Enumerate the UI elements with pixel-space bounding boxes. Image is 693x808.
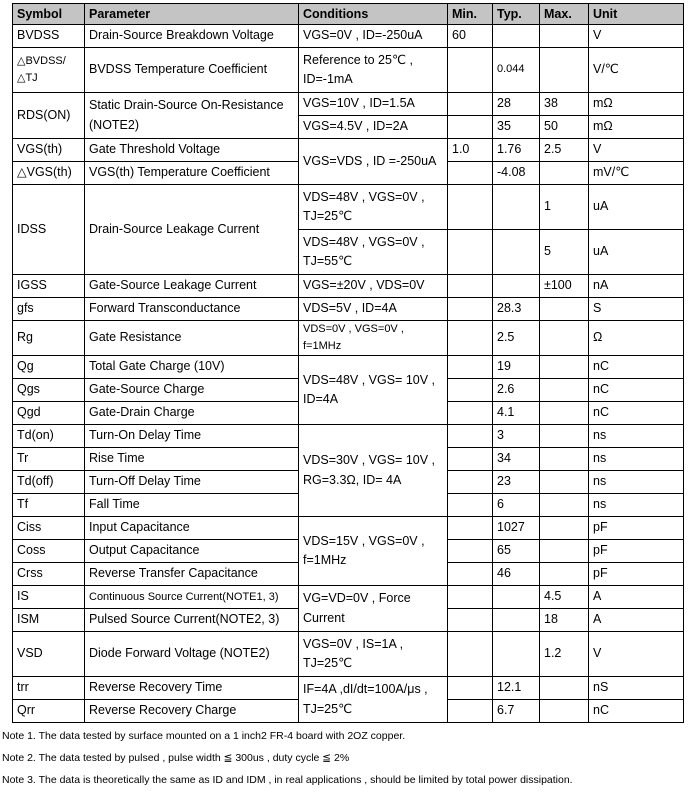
cell-min: 60 <box>448 25 493 48</box>
cell-parameter: Gate-Source Leakage Current <box>85 275 299 298</box>
cell-typ: 19 <box>493 356 540 379</box>
table-row <box>13 139 684 162</box>
cell-symbol: VGS(th) <box>13 139 85 162</box>
cell-symbol: IDSS <box>13 185 85 275</box>
cell-min <box>448 677 493 700</box>
cell-typ: 46 <box>493 563 540 586</box>
cell-symbol: Qgs <box>13 379 85 402</box>
cell-typ: 23 <box>493 471 540 494</box>
cell-min <box>448 700 493 723</box>
cell-parameter: Static Drain-Source On-Resistance (NOTE2) <box>85 93 299 139</box>
cell-max: 2.5 <box>540 139 589 162</box>
cell-parameter: Drain-Source Leakage Current <box>85 185 299 275</box>
cell-symbol: Ciss <box>13 517 85 540</box>
cell-conditions: VGS=VDS , ID =-250uA <box>299 139 448 185</box>
table-row <box>13 275 684 298</box>
cell-min <box>448 494 493 517</box>
cell-min <box>448 321 493 356</box>
note-3: Note 3. The data is theoretically the same as ID and IDM , in real applications , should be limited by total power dissipation. <box>2 774 573 786</box>
cell-conditions: VGS=10V , ID=1.5A <box>299 93 448 116</box>
cell-unit: ns <box>589 448 684 471</box>
cell-typ <box>493 275 540 298</box>
cell-conditions: VGS=4.5V , ID=2A <box>299 116 448 139</box>
cell-typ <box>493 632 540 677</box>
cell-parameter: Reverse Recovery Time <box>85 677 299 700</box>
cell-typ: 28 <box>493 93 540 116</box>
cell-conditions: VDS=15V , VGS=0V , f=1MHz <box>299 517 448 586</box>
cell-max <box>540 677 589 700</box>
table-row <box>13 321 684 356</box>
cell-parameter: BVDSS Temperature Coefficient <box>85 48 299 93</box>
cell-symbol: Tr <box>13 448 85 471</box>
cell-symbol: BVDSS <box>13 25 85 48</box>
cell-max: ±100 <box>540 275 589 298</box>
cell-symbol: Tf <box>13 494 85 517</box>
cell-symbol: VSD <box>13 632 85 677</box>
cell-parameter: Pulsed Source Current(NOTE2, 3) <box>85 609 299 632</box>
cell-typ: 6 <box>493 494 540 517</box>
table-row <box>13 298 684 321</box>
cell-max <box>540 448 589 471</box>
cell-typ <box>493 609 540 632</box>
cell-symbol: trr <box>13 677 85 700</box>
cell-parameter: Forward Transconductance <box>85 298 299 321</box>
cell-parameter: Output Capacitance <box>85 540 299 563</box>
cell-unit: pF <box>589 540 684 563</box>
cell-parameter: Gate Resistance <box>85 321 299 356</box>
cell-typ: 1027 <box>493 517 540 540</box>
cell-min <box>448 632 493 677</box>
cell-min <box>448 48 493 93</box>
table-row <box>13 586 684 609</box>
cell-parameter: Input Capacitance <box>85 517 299 540</box>
cell-typ <box>493 25 540 48</box>
cell-min <box>448 425 493 448</box>
cell-max <box>540 540 589 563</box>
cell-unit: nC <box>589 700 684 723</box>
cell-max <box>540 25 589 48</box>
cell-min <box>448 230 493 275</box>
cell-conditions: VGS=0V , ID=-250uA <box>299 25 448 48</box>
cell-symbol: RDS(ON) <box>13 93 85 139</box>
cell-parameter: Continuous Source Current(NOTE1, 3) <box>85 586 299 609</box>
cell-min <box>448 185 493 230</box>
header-conditions: Conditions <box>299 4 448 25</box>
cell-min <box>448 517 493 540</box>
cell-max <box>540 48 589 93</box>
cell-unit: pF <box>589 517 684 540</box>
cell-max <box>540 700 589 723</box>
cell-max <box>540 298 589 321</box>
cell-parameter: Gate-Drain Charge <box>85 402 299 425</box>
cell-min <box>448 448 493 471</box>
cell-unit: uA <box>589 185 684 230</box>
cell-max <box>540 379 589 402</box>
cell-min <box>448 162 493 185</box>
header-symbol: Symbol <box>13 4 85 25</box>
cell-typ: 4.1 <box>493 402 540 425</box>
cell-max: 18 <box>540 609 589 632</box>
cell-unit: ns <box>589 425 684 448</box>
cell-min <box>448 356 493 379</box>
cell-typ: 2.6 <box>493 379 540 402</box>
cell-unit: ns <box>589 471 684 494</box>
cell-max: 50 <box>540 116 589 139</box>
cell-symbol: Rg <box>13 321 85 356</box>
cell-unit: ns <box>589 494 684 517</box>
cell-symbol: △VGS(th) <box>13 162 85 185</box>
cell-max <box>540 517 589 540</box>
cell-unit: V <box>589 632 684 677</box>
cell-unit: V/℃ <box>589 48 684 93</box>
cell-max <box>540 162 589 185</box>
cell-unit: mΩ <box>589 93 684 116</box>
cell-symbol: Td(off) <box>13 471 85 494</box>
cell-unit: V <box>589 25 684 48</box>
cell-typ: 28.3 <box>493 298 540 321</box>
cell-symbol: IS <box>13 586 85 609</box>
cell-max: 1.2 <box>540 632 589 677</box>
cell-typ: 34 <box>493 448 540 471</box>
cell-conditions: VDS=0V , VGS=0V , f=1MHz <box>299 321 448 356</box>
cell-unit: nA <box>589 275 684 298</box>
cell-typ: 35 <box>493 116 540 139</box>
cell-conditions: Reference to 25℃ , ID=-1mA <box>299 48 448 93</box>
cell-parameter: Total Gate Charge (10V) <box>85 356 299 379</box>
cell-unit: mΩ <box>589 116 684 139</box>
table-row <box>13 425 684 448</box>
cell-typ <box>493 185 540 230</box>
cell-conditions: VDS=48V , VGS=0V , TJ=55℃ <box>299 230 448 275</box>
cell-symbol: △BVDSS/△TJ <box>13 48 85 93</box>
header-parameter: Parameter <box>85 4 299 25</box>
table-row <box>13 93 684 116</box>
table-row <box>13 356 684 379</box>
cell-parameter: VGS(th) Temperature Coefficient <box>85 162 299 185</box>
cell-symbol: IGSS <box>13 275 85 298</box>
cell-parameter: Fall Time <box>85 494 299 517</box>
cell-unit: V <box>589 139 684 162</box>
table-row <box>13 517 684 540</box>
cell-min <box>448 586 493 609</box>
table-row <box>13 632 684 677</box>
cell-typ: 12.1 <box>493 677 540 700</box>
cell-max: 38 <box>540 93 589 116</box>
cell-symbol: gfs <box>13 298 85 321</box>
cell-min <box>448 116 493 139</box>
cell-unit: A <box>589 586 684 609</box>
note-1: Note 1. The data tested by surface mounted on a 1 inch2 FR-4 board with 2OZ copper. <box>2 730 406 742</box>
cell-parameter: Reverse Transfer Capacitance <box>85 563 299 586</box>
note-2: Note 2. The data tested by pulsed , pulse width ≦ 300us , duty cycle ≦ 2% <box>2 752 350 764</box>
cell-unit: nC <box>589 356 684 379</box>
notes-section <box>0 725 693 791</box>
table-row <box>13 677 684 700</box>
cell-symbol: ISM <box>13 609 85 632</box>
cell-symbol: Qg <box>13 356 85 379</box>
electrical-characteristics-table <box>12 3 684 723</box>
cell-typ <box>493 230 540 275</box>
cell-symbol: Td(on) <box>13 425 85 448</box>
cell-typ: 2.5 <box>493 321 540 356</box>
cell-conditions: VDS=30V , VGS= 10V , RG=3.3Ω, ID= 4A <box>299 425 448 517</box>
cell-min <box>448 379 493 402</box>
cell-min <box>448 93 493 116</box>
cell-typ <box>493 586 540 609</box>
cell-parameter: Rise Time <box>85 448 299 471</box>
cell-min <box>448 298 493 321</box>
cell-max <box>540 563 589 586</box>
header-row <box>13 4 684 25</box>
cell-symbol: Crss <box>13 563 85 586</box>
cell-max: 5 <box>540 230 589 275</box>
cell-typ: 3 <box>493 425 540 448</box>
cell-conditions: VG=VD=0V , Force Current <box>299 586 448 632</box>
cell-conditions: VDS=48V , VGS= 10V , ID=4A <box>299 356 448 425</box>
header-max: Max. <box>540 4 589 25</box>
cell-unit: nC <box>589 402 684 425</box>
cell-parameter: Reverse Recovery Charge <box>85 700 299 723</box>
cell-min <box>448 563 493 586</box>
cell-typ: -4.08 <box>493 162 540 185</box>
cell-min <box>448 609 493 632</box>
cell-min <box>448 540 493 563</box>
cell-typ: 65 <box>493 540 540 563</box>
cell-min <box>448 402 493 425</box>
spec-table-container <box>12 3 683 723</box>
cell-max <box>540 494 589 517</box>
cell-parameter: Gate Threshold Voltage <box>85 139 299 162</box>
cell-max <box>540 425 589 448</box>
cell-parameter: Drain-Source Breakdown Voltage <box>85 25 299 48</box>
cell-unit: pF <box>589 563 684 586</box>
cell-parameter: Diode Forward Voltage (NOTE2) <box>85 632 299 677</box>
cell-unit: nS <box>589 677 684 700</box>
header-typ: Typ. <box>493 4 540 25</box>
header-min: Min. <box>448 4 493 25</box>
cell-min <box>448 471 493 494</box>
cell-parameter: Turn-Off Delay Time <box>85 471 299 494</box>
cell-symbol: Qgd <box>13 402 85 425</box>
cell-max <box>540 402 589 425</box>
cell-unit: A <box>589 609 684 632</box>
cell-conditions: IF=4A ,dI/dt=100A/μs , TJ=25℃ <box>299 677 448 723</box>
cell-typ: 6.7 <box>493 700 540 723</box>
table-row <box>13 48 684 93</box>
cell-min: 1.0 <box>448 139 493 162</box>
table-row <box>13 25 684 48</box>
cell-conditions: VGS=0V , IS=1A , TJ=25℃ <box>299 632 448 677</box>
cell-conditions: VDS=48V , VGS=0V , TJ=25℃ <box>299 185 448 230</box>
cell-symbol: Qrr <box>13 700 85 723</box>
cell-symbol: Coss <box>13 540 85 563</box>
cell-max: 1 <box>540 185 589 230</box>
cell-max <box>540 471 589 494</box>
cell-max <box>540 321 589 356</box>
cell-unit: mV/℃ <box>589 162 684 185</box>
cell-unit: uA <box>589 230 684 275</box>
cell-parameter: Gate-Source Charge <box>85 379 299 402</box>
cell-typ: 1.76 <box>493 139 540 162</box>
cell-unit: Ω <box>589 321 684 356</box>
header-unit: Unit <box>589 4 684 25</box>
cell-max <box>540 356 589 379</box>
cell-unit: S <box>589 298 684 321</box>
cell-typ: 0.044 <box>493 48 540 93</box>
cell-conditions: VDS=5V , ID=4A <box>299 298 448 321</box>
cell-parameter: Turn-On Delay Time <box>85 425 299 448</box>
cell-min <box>448 275 493 298</box>
cell-conditions: VGS=±20V , VDS=0V <box>299 275 448 298</box>
cell-max: 4.5 <box>540 586 589 609</box>
cell-unit: nC <box>589 379 684 402</box>
table-row <box>13 185 684 230</box>
